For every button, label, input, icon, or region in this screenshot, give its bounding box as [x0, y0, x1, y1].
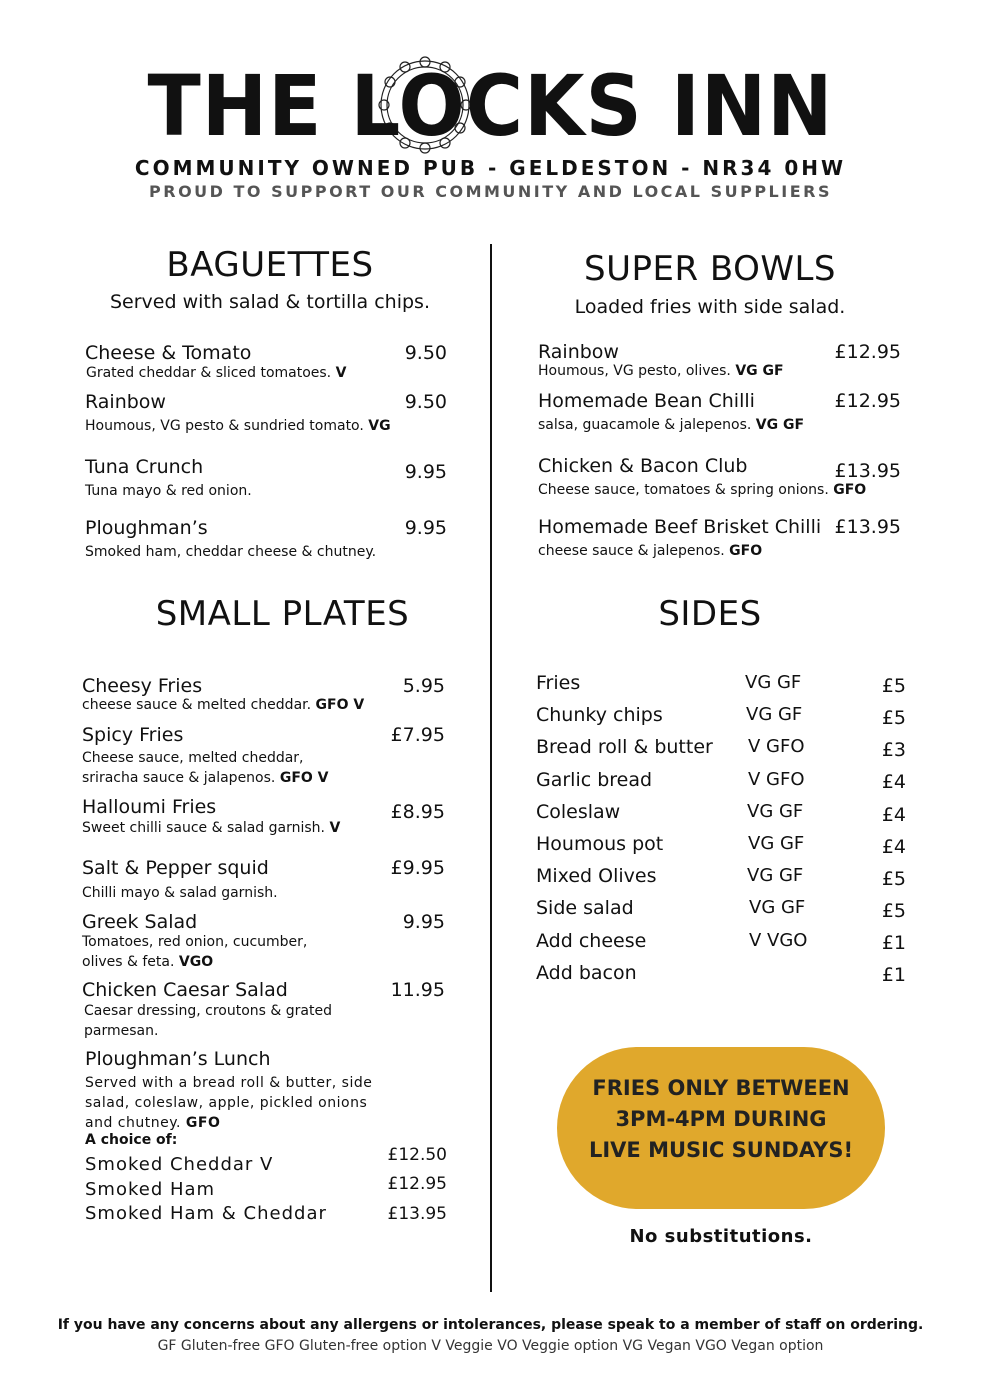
menu-item-name: Salt & Pepper squid	[82, 857, 269, 879]
section-heading-small-plates: SMALL PLATES	[155, 594, 410, 634]
menu-item-desc: Cheese sauce, tomatoes & spring onions. GFO	[538, 482, 867, 498]
side-item-price: £3	[881, 739, 906, 761]
menu-item-name: Tuna Crunch	[85, 456, 204, 478]
pub-subtitle: COMMUNITY OWNED PUB - GELDESTON - NR34 0HW	[134, 156, 847, 180]
side-item-name: Add bacon	[536, 962, 637, 984]
menu-item-price: 11.95	[390, 979, 445, 1001]
side-item-price: £4	[881, 771, 906, 793]
menu-item-desc: Houmous, VG pesto, olives. VG GF	[538, 363, 784, 379]
side-item-tags: VG GF	[747, 801, 804, 822]
menu-item-desc: Grated cheddar & sliced tomatoes. V	[86, 365, 347, 381]
side-item-price: £5	[881, 707, 906, 729]
side-item-name: Mixed Olives	[536, 865, 657, 887]
menu-item-name: Halloumi Fries	[82, 796, 217, 818]
menu-item-price: 9.95	[404, 461, 447, 483]
menu-item-desc: Served with a bread roll & butter, side salad, coleslaw, apple, pickled onions and chutney. GFO	[85, 1075, 373, 1131]
menu-item-desc: cheese sauce & melted cheddar. GFO V	[82, 697, 365, 713]
choice-label: A choice of:	[85, 1132, 178, 1148]
menu-item-name: Cheese & Tomato	[85, 342, 252, 364]
choice-name: Smoked Cheddar V	[85, 1154, 274, 1175]
side-item-name: Add cheese	[536, 930, 647, 952]
side-item-tags: VG GF	[749, 897, 806, 918]
menu-item-name: Rainbow	[85, 391, 166, 413]
menu-item-price: 9.95	[402, 911, 445, 933]
menu-item-name: Chicken & Bacon Club	[538, 455, 748, 477]
no-substitutions-note: No substitutions.	[629, 1226, 813, 1247]
menu-item-name: Ploughman’s Lunch	[85, 1048, 271, 1070]
pub-tagline: PROUD TO SUPPORT OUR COMMUNITY AND LOCAL SUPPLIERS	[149, 182, 832, 201]
side-item-price: £5	[881, 868, 906, 890]
menu-item-name: Homemade Beef Brisket Chilli	[538, 516, 822, 538]
side-item-price: £1	[881, 932, 906, 954]
menu-item-name: Cheesy Fries	[82, 675, 203, 697]
menu-item-desc: Chilli mayo & salad garnish.	[82, 885, 278, 901]
side-item-price: £4	[881, 836, 906, 858]
menu-item-name: Rainbow	[538, 341, 619, 363]
side-item-tags: V GFO	[748, 736, 805, 757]
side-item-tags: V VGO	[749, 930, 808, 951]
section-heading-super-bowls: SUPER BOWLS	[583, 249, 837, 289]
choice-price: £13.95	[387, 1204, 447, 1224]
side-item-name: Garlic bread	[536, 769, 653, 791]
choice-price: £12.50	[387, 1145, 447, 1165]
side-item-name: Coleslaw	[536, 801, 621, 823]
section-heading-sides: SIDES	[658, 594, 762, 634]
menu-item-desc: Tuna mayo & red onion.	[85, 483, 252, 499]
choice-name: Smoked Ham	[85, 1179, 216, 1200]
side-item-tags: VG GF	[747, 865, 804, 886]
choice-name: Smoked Ham & Cheddar	[85, 1203, 327, 1224]
menu-item-price: £13.95	[834, 460, 901, 482]
menu-item-desc: Smoked ham, cheddar cheese & chutney.	[85, 544, 377, 560]
dietary-key: GF Gluten-free GFO Gluten-free option V Veggie VO Veggie option VG Vegan VGO Vegan option	[157, 1338, 824, 1354]
menu-item-price: £12.95	[834, 341, 901, 363]
menu-item-price: 9.50	[404, 342, 447, 364]
allergen-note: If you have any concerns about any allergens or intolerances, please speak to a member of staff on ordering.	[57, 1317, 924, 1333]
menu-item-price: £12.95	[834, 390, 901, 412]
menu-item-name: Spicy Fries	[82, 724, 184, 746]
menu-item-price: 9.50	[404, 391, 447, 413]
menu-item-desc: salsa, guacamole & jalepenos. VG GF	[538, 417, 805, 433]
notice-text: FRIES ONLY BETWEEN 3PM-4PM DURING LIVE MUSIC SUNDAYS!	[588, 1076, 854, 1162]
section-desc-baguettes: Served with salad & tortilla chips.	[110, 291, 430, 313]
section-desc-super-bowls: Loaded fries with side salad.	[574, 296, 846, 318]
choice-price: £12.95	[387, 1174, 447, 1194]
menu-item-price: £9.95	[390, 857, 445, 879]
menu-item-price: £7.95	[390, 724, 445, 746]
menu-item-name: Homemade Bean Chilli	[538, 390, 755, 412]
column-divider	[490, 244, 492, 1292]
menu-item-desc: Tomatoes, red onion, cucumber, olives & feta. VGO	[82, 934, 308, 970]
menu-item-name: Ploughman’s	[85, 517, 208, 539]
menu-item-desc: Sweet chilli sauce & salad garnish. V	[82, 820, 341, 836]
side-item-price: £1	[881, 964, 906, 986]
menu-item-name: Chicken Caesar Salad	[82, 979, 288, 1001]
menu-item-price: £8.95	[390, 801, 445, 823]
side-item-tags: V GFO	[748, 769, 805, 790]
side-item-name: Houmous pot	[536, 833, 664, 855]
menu-item-price: £13.95	[834, 516, 901, 538]
side-item-price: £5	[881, 900, 906, 922]
side-item-tags: VG GF	[748, 833, 805, 854]
side-item-name: Fries	[536, 672, 581, 694]
menu-item-price: 5.95	[402, 675, 445, 697]
side-item-name: Bread roll & butter	[536, 736, 713, 758]
side-item-tags: VG GF	[746, 704, 803, 725]
menu-item-desc: Houmous, VG pesto & sundried tomato. VG	[85, 418, 391, 434]
section-heading-baguettes: BAGUETTES	[166, 245, 374, 285]
side-item-name: Chunky chips	[536, 704, 663, 726]
side-item-price: £5	[881, 675, 906, 697]
menu-item-desc: cheese sauce & jalepenos. GFO	[538, 543, 763, 559]
menu-item-desc: Caesar dressing, croutons & grated parmesan.	[84, 1003, 332, 1039]
side-item-name: Side salad	[536, 897, 634, 919]
menu-item-desc: Cheese sauce, melted cheddar, sriracha sauce & jalapenos. GFO V	[82, 750, 329, 786]
pub-name-title: THE LOCKS INN	[147, 57, 834, 155]
side-item-price: £4	[881, 804, 906, 826]
menu-item-name: Greek Salad	[82, 911, 198, 933]
menu-item-price: 9.95	[404, 517, 447, 539]
side-item-tags: VG GF	[745, 672, 802, 693]
